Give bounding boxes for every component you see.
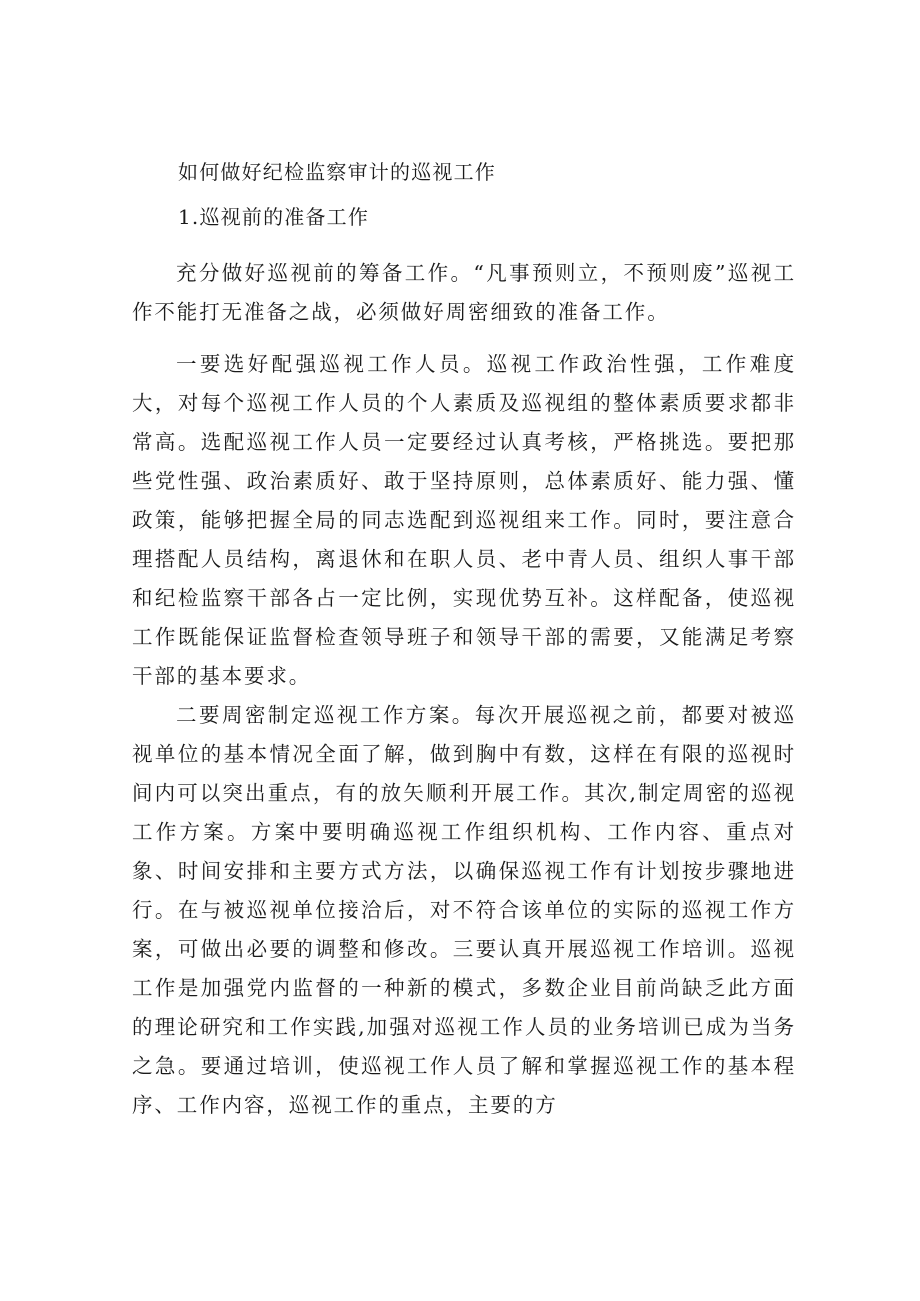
section-heading: 1.巡视前的准备工作: [178, 205, 370, 229]
document-title: 如何做好纪检监察审计的巡视工作: [178, 160, 496, 184]
paragraph-staff-selection: 一要选好配强巡视工作人员。巡视工作政治性强，工作难度大，对每个巡视工作人员的个人素质及巡视组的整体素质要求都非常高。选配巡视工作人员一定要经过认真考核，严格挑选。要把那些党性强、政治素质好、敢于坚持原则，总体素质好、能力强、懂政策，能够把握全局的同志选配到巡视组来工作。同时，要注意合理搭配人员结构，离退休和在职人员、老中青人员、组织人事干部和纪检监察干部各占一定比例，实现优势互补。这样配备，使巡视工作既能保证监督检查领导班子和领导干部的需要，又能满足考察干部的基本要求。: [132, 352, 796, 688]
paragraph-preparation-intro: 充分做好巡视前的筹备工作。“凡事预则立，不预则废”巡视工作不能打无准备之战，必须做好周密细致的准备工作。: [132, 261, 796, 324]
paragraph-work-plan: 二要周密制定巡视工作方案。每次开展巡视之前，都要对被巡视单位的基本情况全面了解，做到胸中有数，这样在有限的巡视时间内可以突出重点，有的放矢顺利开展工作。其次,制定周密的巡视工作方案。方案中要明确巡视工作组织机构、工作内容、重点对象、时间安排和主要方式方法，以确保巡视工作有计划按步骤地进行。在与被巡视单位接洽后，对不符合该单位的实际的巡视工作方案，可做出必要的调整和修改。三要认真开展巡视工作培训。巡视工作是加强党内监督的一种新的模式，多数企业目前尚缺乏此方面的理论研究和工作实践,加强对巡视工作人员的业务培训已成为当务之急。要通过培训，使巡视工作人员了解和掌握巡视工作的基本程序、工作内容，巡视工作的重点，主要的方: [132, 703, 796, 1117]
